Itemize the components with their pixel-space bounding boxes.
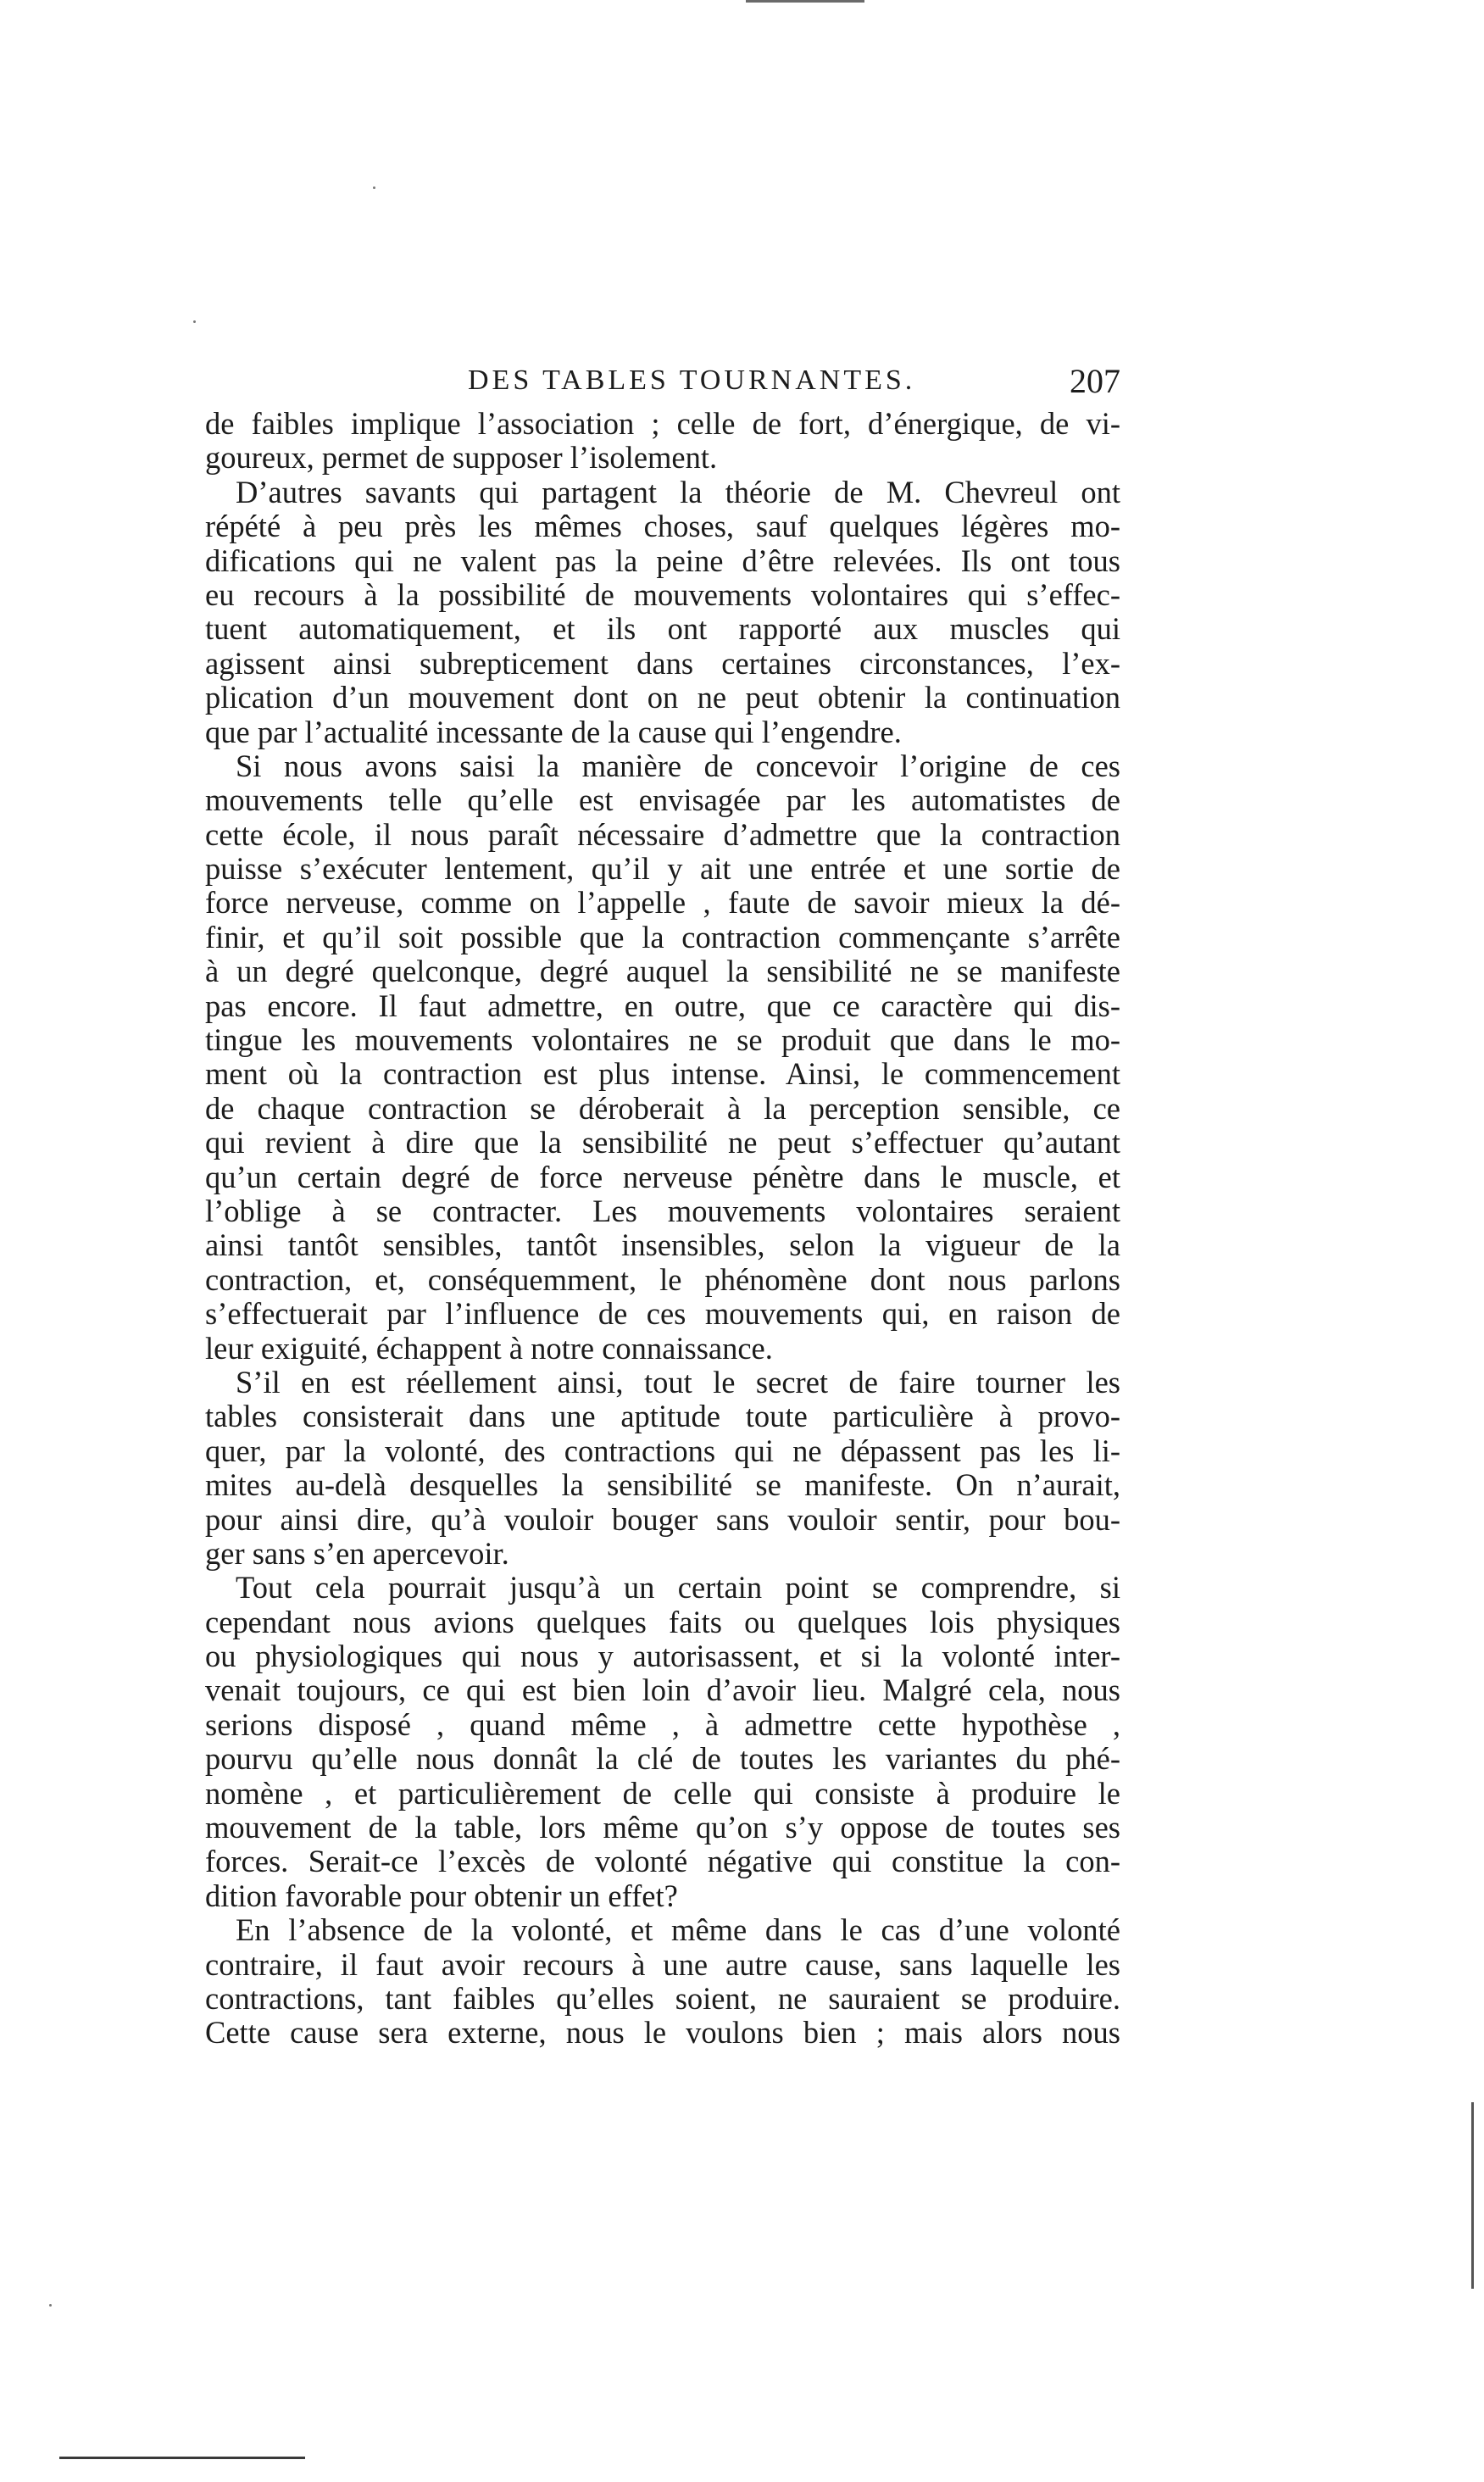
text-line: contraire, il faut avoir recours à une autre cause, sans laquelle les [205,1946,1120,1982]
text-line: Cette cause sera externe, nous le voulons bien ; mais alors nous [205,2015,1120,2051]
text-line: ainsi tantôt sensibles, tantôt insensibles, selon la vigueur de la [205,1227,1120,1263]
text-line: pas encore. Il faut admettre, en outre, que ce caractère qui dis- [205,988,1120,1023]
top-edge-rule [746,0,864,3]
scan-speck [373,186,375,189]
paragraph-first-line: Si nous avons saisi la manière de concevoir l’origine de ces [236,748,1120,783]
bottom-edge-rule [59,2457,305,2459]
scan-speck [49,2304,52,2307]
text-line: pourvu qu’elle nous donnât la clé de toutes les variantes du phé- [205,1741,1120,1777]
text-line: quer, par la volonté, des contractions qui ne dépassent pas les li- [205,1433,1120,1468]
text-line: mites au-delà desquelles la sensibilité se manifeste. On n’aurait, [205,1467,1120,1503]
text-line: finir, et qu’il soit possible que la contraction commençante s’arrête [205,919,1120,954]
paragraph-first-line: En l’absence de la volonté, et même dans le cas d’une volonté [236,1912,1120,1948]
text-line: tuent automatiquement, et ils ont rapporté aux muscles qui [205,611,1120,647]
text-line: nomène , et particulièrement de celle qui consiste à produire le [205,1775,1120,1811]
text-line: contraction, et, conséquemment, le phénomène dont nous parlons [205,1261,1120,1297]
text-line: pour ainsi dire, qu’à vouloir bouger sans vouloir sentir, pour bou- [205,1501,1120,1537]
text-line: s’effectuerait par l’influence de ces mouvements qui, en raison de [205,1296,1120,1332]
text-line: à un degré quelconque, degré auquel la sensibilité ne se manifeste [205,954,1120,989]
text-line: de faibles implique l’association ; celle de fort, d’énergique, de vi- [205,406,1120,441]
page-number: 207 [1070,362,1120,400]
text-line: qui revient à dire que la sensibilité ne peut s’effectuer qu’autant [205,1125,1120,1160]
text-line: plication d’un mouvement dont on ne peut obtenir la continuation [205,680,1120,715]
text-line: tingue les mouvements volontaires ne se produit que dans le mo- [205,1022,1120,1058]
text-line: qu’un certain degré de force nerveuse pénètre dans le muscle, et [205,1159,1120,1194]
text-line: répété à peu près les mêmes choses, sauf quelques légères mo- [205,509,1120,544]
text-line: forces. Serait-ce l’excès de volonté négative qui constitue la con- [205,1844,1120,1879]
text-line: cette école, il nous paraît nécessaire d’admettre que la contraction [205,816,1120,852]
text-line: tables consisterait dans une aptitude toute particulière à provo- [205,1399,1120,1434]
text-line: goureux, permet de supposer l’isolement. [205,440,718,476]
body-text [205,407,1120,2051]
text-line: ou physiologiques qui nous y autorisassent, et si la volonté inter- [205,1639,1120,1674]
paragraph-first-line: D’autres savants qui partagent la théorie de M. Chevreul ont [236,474,1120,509]
running-title: DES TABLES TOURNANTES. [468,365,916,396]
text-line: serions disposé , quand même , à admettre cette hypothèse , [205,1706,1120,1742]
text-line: mouvements telle qu’elle est envisagée par les automatistes de [205,782,1120,818]
scan-speck [193,320,196,323]
text-line: ment où la contraction est plus intense. Ainsi, le commencement [205,1056,1120,1092]
text-line: contractions, tant faibles qu’elles soient, ne sauraient se produire. [205,1980,1120,2016]
text-line: puisse s’exécuter lentement, qu’il y ait une entrée et une sortie de [205,851,1120,887]
text-line: leur exiguité, échappent à notre connaissance. [205,1330,773,1366]
text-line: agissent ainsi subrepticement dans certaines circonstances, l’ex- [205,645,1120,681]
text-line: ger sans s’en apercevoir. [205,1535,509,1571]
text-line: mouvement de la table, lors même qu’on s’y oppose de toutes ses [205,1810,1120,1845]
text-line: que par l’actualité incessante de la cause qui l’engendre. [205,714,902,749]
text-line: force nerveuse, comme on l’appelle , faute de savoir mieux la dé- [205,885,1120,921]
text-line: eu recours à la possibilité de mouvements volontaires qui s’effec- [205,576,1120,612]
paragraph-first-line: Tout cela pourrait jusqu’à un certain point se comprendre, si [236,1570,1120,1606]
text-line: difications qui ne valent pas la peine d’être relevées. Ils ont tous [205,543,1120,578]
text-line: venait toujours, ce qui est bien loin d’avoir lieu. Malgré cela, nous [205,1672,1120,1708]
page-header [205,361,1120,403]
text-line: de chaque contraction se déroberait à la perception sensible, ce [205,1090,1120,1126]
text-line: dition favorable pour obtenir un effet? [205,1878,678,1913]
text-line: l’oblige à se contracter. Les mouvements volontaires seraient [205,1193,1120,1228]
text-line: cependant nous avions quelques faits ou quelques lois physiques [205,1604,1120,1639]
margin-scan-mark [1471,2102,1474,2289]
paragraph-first-line: S’il en est réellement ainsi, tout le secret de faire tourner les [236,1364,1120,1400]
